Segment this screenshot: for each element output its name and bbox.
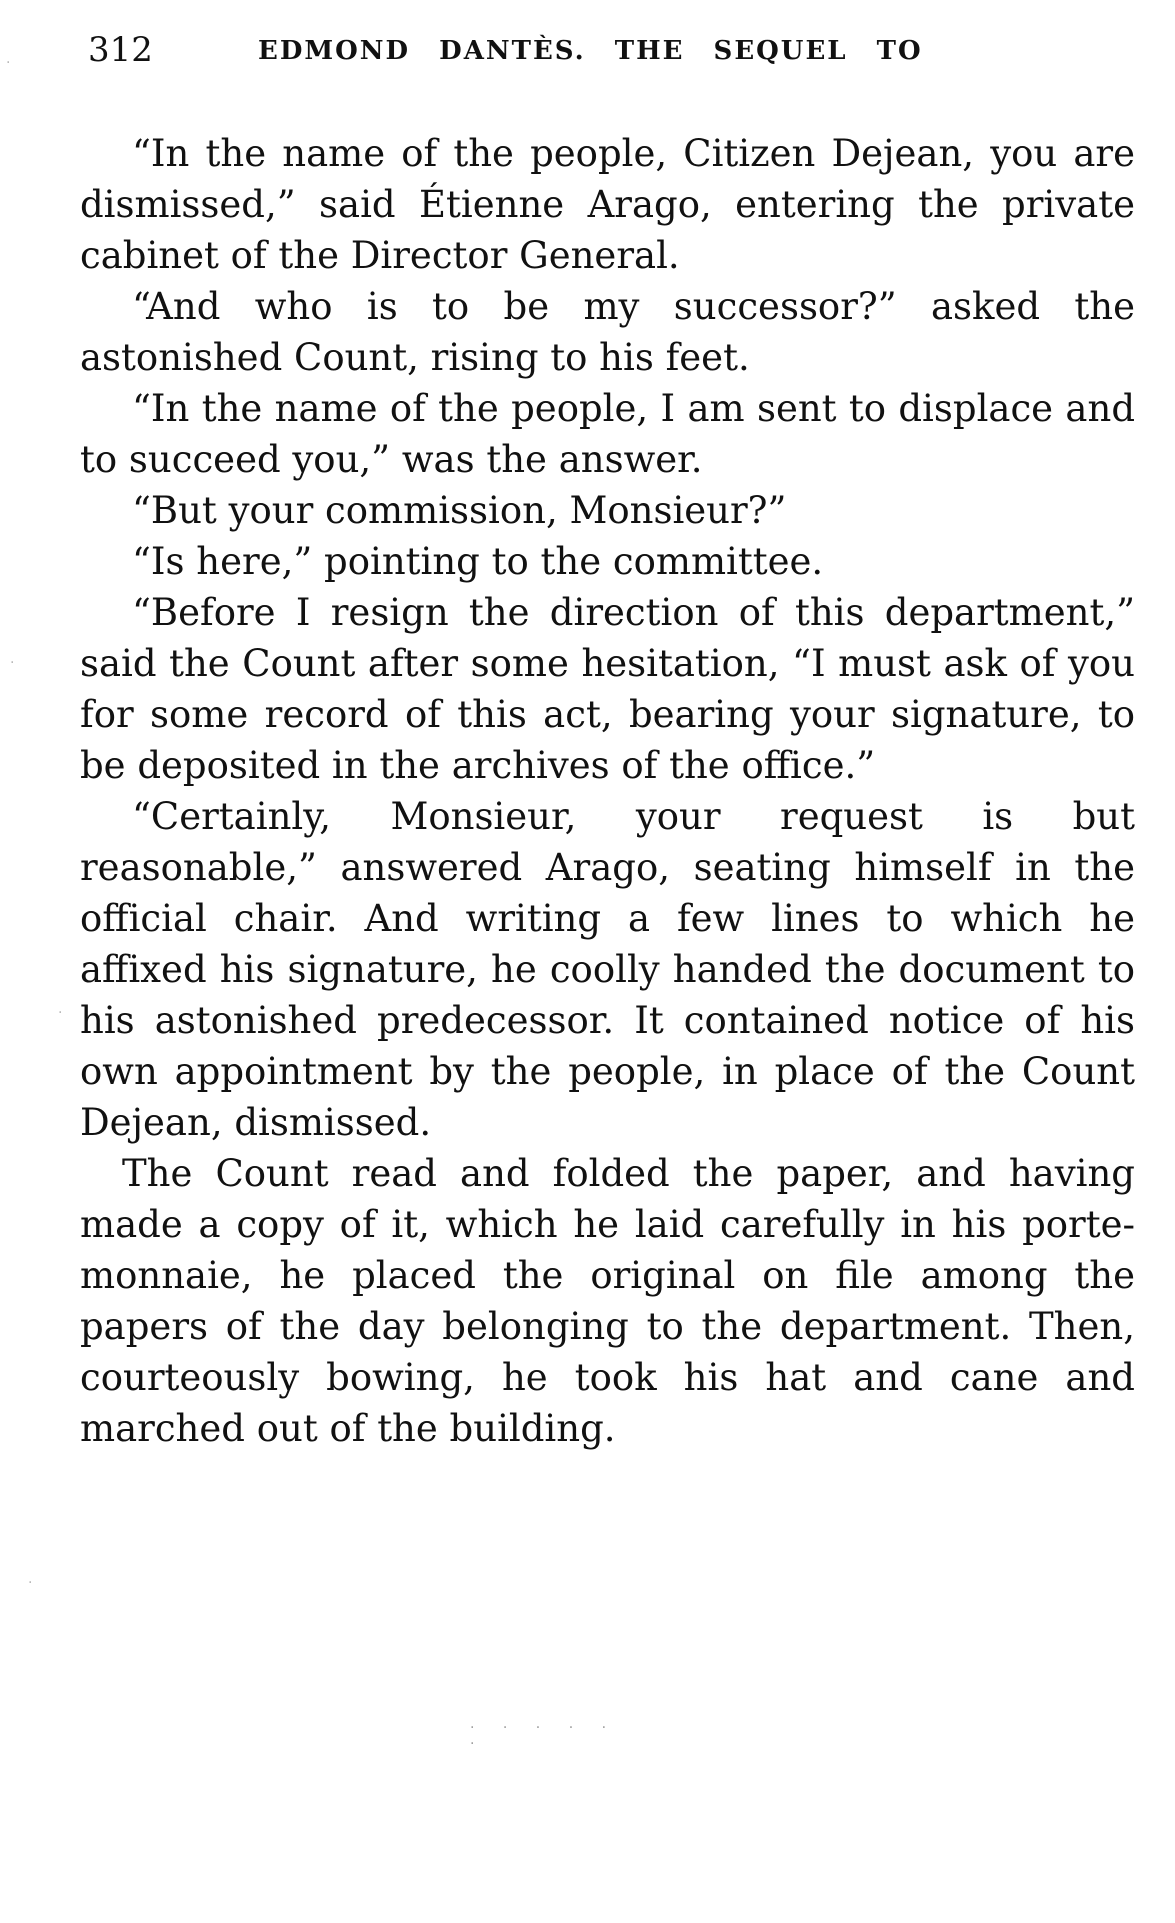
edge-speck: · (28, 1575, 33, 1591)
paragraph: “Is here,” pointing to the committee. (132, 540, 824, 583)
running-title: EDMOND DANTÈS. THE SEQUEL TO (258, 36, 923, 66)
paragraph: “In the name of the people, I am sent to displace and to succeed you,” was the answer. (80, 387, 1135, 481)
running-head (88, 30, 968, 80)
paragraph: “In the name of the people, Citizen Dejean, you are dismissed,” said Étienne Arago, entering the private cabinet of the Director General. (80, 132, 1135, 277)
paragraph: “But your commission, Monsieur?” (132, 489, 787, 532)
paragraph: “Before I resign the direction of this department,” said the Count after some hesitation, “I must ask of you for some record of this act, bearing your signature, to be deposited in the archives of the office.” (80, 591, 1135, 787)
print-specks: · · · · · · (470, 1720, 619, 1752)
page-number: 312 (88, 30, 153, 70)
paragraph: The Count read and folded the paper, and having made a copy of it, which he laid carefully in his porte-monnaie, he placed the original on file among the papers of the day belonging to the department. Then, courteously bowing, he took his hat and cane and marched out of the building. (80, 1152, 1135, 1450)
body-text (80, 128, 1135, 1454)
edge-speck: · (58, 1005, 63, 1021)
edge-speck: · (10, 655, 15, 671)
paragraph: “And who is to be my successor?” asked the astonished Count, rising to his feet. (80, 285, 1135, 379)
edge-speck: · (6, 55, 11, 71)
paragraph: “Certainly, Monsieur, your request is but reasonable,” answered Arago, seating himself in the official chair. And writing a few lines to which he affixed his signature, he coolly handed the document to his astonished predecessor. It contained notice of his own appointment by the people, in place of the Count Dejean, dismissed. (80, 795, 1135, 1144)
